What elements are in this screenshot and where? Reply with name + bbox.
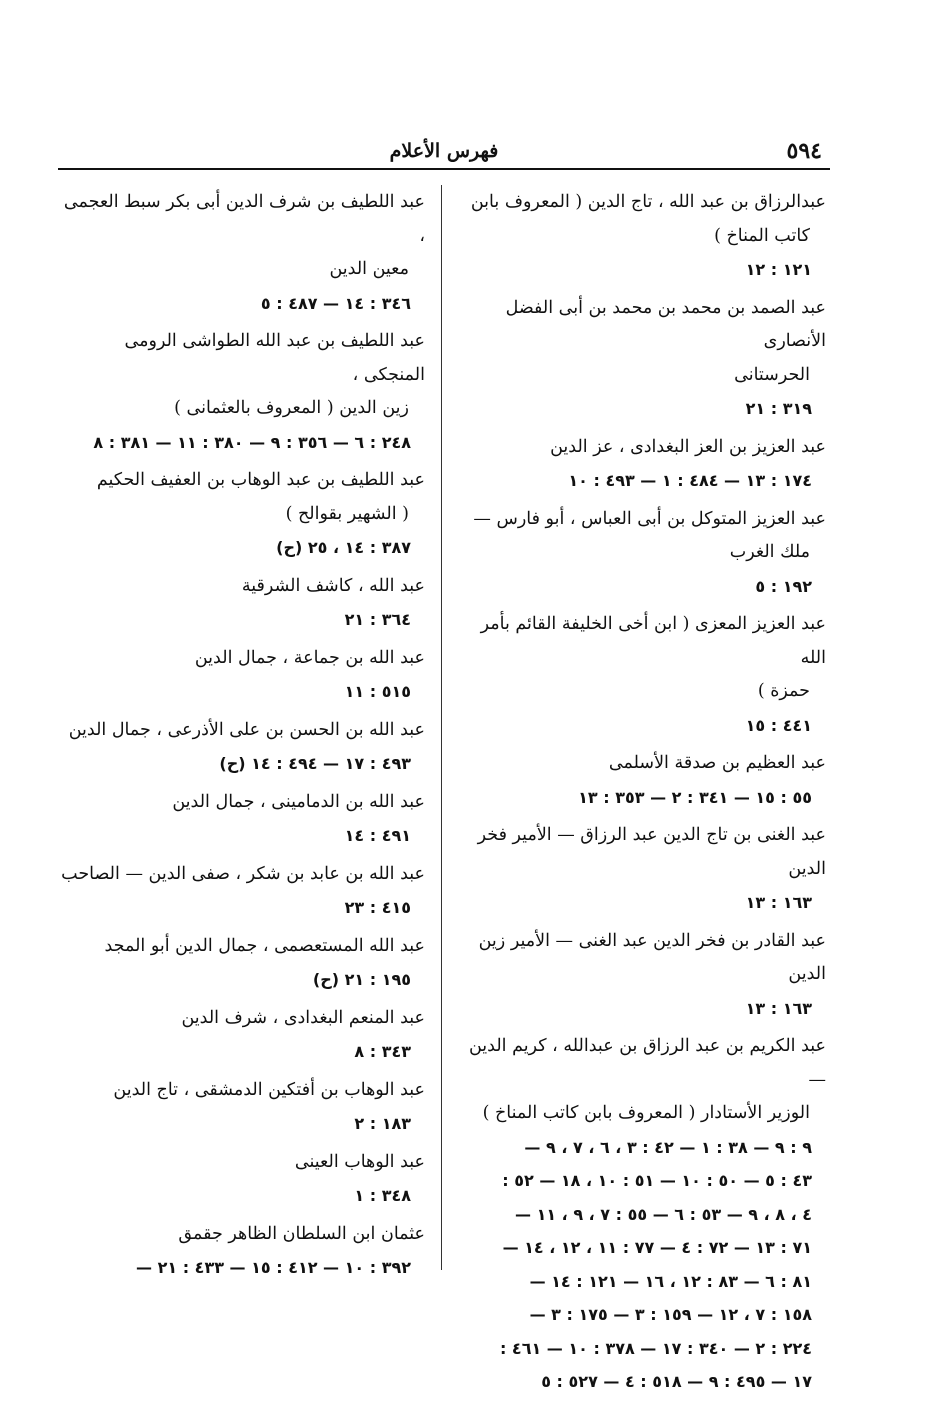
entry-page-refs: ١٧ — ٤٩٥ : ٩ — ٥١٨ : ٤ — ٥٢٧ : ٥ [541,1372,812,1391]
entry-name: عبد اللطيف بن عبد الوهاب بن العفيف الحكيم [96,470,425,490]
entry-page-refs: ١٥٨ : ٧ ، ١٢ — ١٥٩ : ٣ — ١٧٥ : ٣ — [529,1305,812,1324]
entry-page-refs: ٤٣ : ٥ — ٥٠ : ١٠ — ٥١ : ١٠ ، ١٨ — ٥٢ : [502,1171,812,1190]
entry-name: عبد القادر بن فخر الدين عبد الغنى — الأمير زين الدين [478,930,826,984]
index-entry [456,1030,826,1399]
entry-page-refs: ٣١٩ : ٢١ [745,399,812,418]
running-title: فهرس الأعلام [389,140,499,162]
entry-name: عبد اللطيف بن عبد الله الطواشى الرومى المنجكى ، [124,331,425,385]
entry-page-refs: ١٦٣ : ١٣ [745,893,812,912]
index-entry [60,1146,425,1213]
index-entry [60,1002,425,1069]
entry-page-refs: ٢٤٨ : ٦ — ٣٥٦ : ٩ — ٣٨٠ : ١١ — ٣٨١ : ٨ [93,432,411,452]
index-entry [60,464,425,565]
index-entry [456,819,826,920]
entry-page-refs: ٣٤٣ : ٨ [354,1042,411,1061]
entry-name: عبد الله بن جماعة ، جمال الدين [194,647,425,668]
index-entry [60,1218,425,1285]
index-entry [456,186,826,287]
entry-page-refs: ٢٢٤ : ٢ — ٣٤٠ : ١٧ — ٣٧٨ : ١٠ — ٤٦١ : [499,1338,812,1358]
entry-page-refs: ٤ ، ٨ ، ٩ — ٥٣ : ٦ — ٥٥ : ٧ ، ٩ ، ١١ — [514,1204,812,1224]
entry-name: عبدالرزاق بن عبد الله ، تاج الدين ( المعروف بابن [470,192,826,212]
index-entry [60,186,425,320]
entry-page-refs: ٣٤٨ : ١ [354,1186,411,1205]
index-entry [456,747,826,814]
entry-page-refs: ٨١ : ٦ — ٨٣ : ١٢ ، ١٦ — ١٢١ : ١٤ — [529,1271,812,1291]
entry-name: عبد المنعم البغدادى ، شرف الدين [181,1007,425,1028]
index-entry [60,1074,425,1141]
index-entry [456,503,826,604]
entry-name: عبد العظيم بن صدقة الأسلمى [608,753,826,773]
entry-name: عبد الله بن عابد بن شكر ، صفى الدين — الصاحب [61,863,425,884]
column-divider [441,185,442,1270]
entry-page-refs: ١٢١ : ١٢ [745,260,812,279]
entry-name: زين الدين ( المعروف بالعثمانى ) [174,398,409,418]
index-entry [60,714,425,781]
entry-name: عبد الصمد بن محمد بن محمد بن أبى الفضل الأنصارى [505,297,826,351]
entry-name: عبد الغنى بن تاج الدين عبد الرزاق — الأمير فخر الدين [477,825,826,879]
page-header [58,136,830,170]
entry-name: عبد العزيز بن العز البغدادى ، عز الدين [550,436,826,457]
index-entry [456,292,826,426]
entry-page-refs: ٧١ : ١٣ — ٧٢ : ٤ — ٧٧ : ١١ ، ١٢ ، ١٤ — [502,1238,812,1257]
index-entry [456,431,826,498]
entry-page-refs: ١٨٣ : ٢ [354,1114,411,1133]
entry-page-refs: ٣٩٢ : ١٠ — ٤١٢ : ١٥ — ٤٣٣ : ٢١ — [136,1258,411,1277]
entry-page-refs: ١٧٤ : ١٣ — ٤٨٤ : ١ — ٤٩٣ : ١٠ [568,471,812,490]
entry-page-refs: ١٩٥ : ٢١ (ح) [312,970,411,989]
entry-page-refs: ٥٥ : ١٥ — ٣٤١ : ٢ — ٣٥٣ : ١٣ [578,787,812,807]
entry-name: معين الدين [329,259,409,279]
entry-name: ملك الغرب [729,542,810,562]
entry-name: حمزة ) [757,681,810,701]
entry-name: عبد الله ، كاشف الشرقية [241,575,425,596]
index-entry [60,325,425,459]
index-column-right [456,186,826,1404]
entry-page-refs: ٩ : ٩ — ٣٨ : ١ — ٤٢ : ٣ ، ٦ ، ٧ ، ٩ — [524,1137,812,1157]
entry-page-refs: ٣٤٦ : ١٤ — ٤٨٧ : ٥ [260,293,411,313]
entry-page-refs: ٤٤١ : ١٥ [745,715,812,735]
entry-name: ( الشهير بقوالح ) [285,503,409,524]
entry-page-refs: ٥١٥ : ١١ [344,682,411,701]
entry-name: عبد العزيز المتوكل بن أبى العباس ، أبو فارس — [473,508,826,529]
index-entry [60,642,425,709]
index-entry [60,930,425,997]
entry-page-refs: ٤٩٣ : ١٧ — ٤٩٤ : ١٤ (ح) [219,754,411,773]
entry-page-refs: ٣٨٧ : ١٤ ، ٢٥ (ح) [276,538,411,557]
entry-name: عبد الكريم بن عبد الرزاق بن عبدالله ، كريم الدين — [468,1036,826,1090]
index-entry [60,786,425,853]
index-entry [456,608,826,742]
entry-name: عبد الله المستعصمى ، جمال الدين أبو المجد [104,935,425,956]
entry-name: الحرستانى [734,364,810,385]
index-column-left [60,186,425,1290]
index-entry [60,570,425,637]
page-number: ٥٩٤ [786,138,822,164]
entry-name: عبد الله بن الحسن بن على الأذرعى ، جمال الدين [68,719,425,740]
header-rule [58,168,830,170]
entry-name: عبد اللطيف بن شرف الدين أبى بكر سبط العجمى ، [63,192,425,246]
entry-page-refs: ٤٩١ : ١٤ [344,826,411,845]
entry-name: عبد الله بن الدمامينى ، جمال الدين [172,791,425,812]
entry-page-refs: ٤١٥ : ٢٣ [344,898,411,917]
entry-name: كاتب المناخ ) [714,225,810,246]
entry-name: الوزير الأستادار ( المعروف بابن كاتب المناخ ) [482,1103,810,1123]
entry-name: عبد الوهاب العينى [294,1151,425,1172]
index-entry [60,858,425,925]
entry-name: عثمان ابن السلطان الظاهر جقمق [178,1223,425,1244]
entry-name: عبد العزيز المعزى ( ابن أخى الخليفة القائم بأمر الله [480,614,826,668]
index-entry [456,925,826,1026]
entry-page-refs: ١٩٢ : ٥ [755,576,812,596]
entry-page-refs: ١٦٣ : ١٣ [745,998,812,1018]
entry-name: عبد الوهاب بن أفتكين الدمشقى ، تاج الدين [113,1079,425,1100]
entry-page-refs: ٣٦٤ : ٢١ [344,610,411,629]
